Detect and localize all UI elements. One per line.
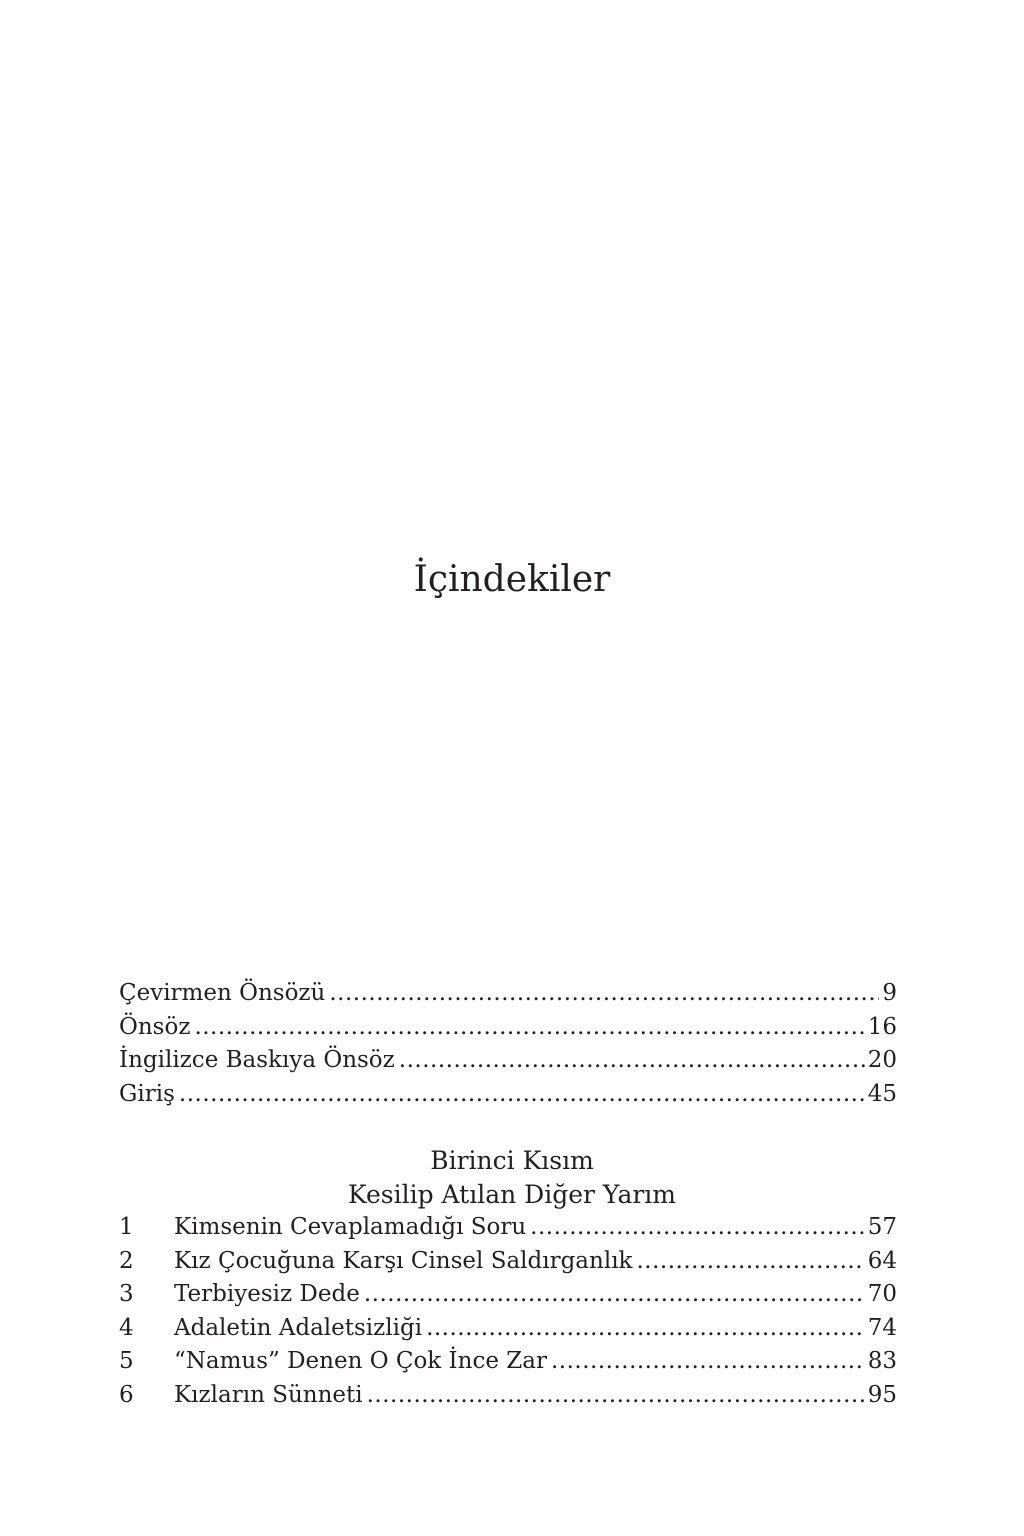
- chapter-title: Adaletin Adaletsizliği: [174, 1314, 423, 1341]
- dot-leader: [367, 1379, 865, 1413]
- toc-entry-title: Önsöz: [119, 1013, 191, 1040]
- toc-entry-page: 16: [867, 1013, 897, 1040]
- chapter-number: 1: [119, 1214, 134, 1240]
- chapter-page: 74: [867, 1314, 897, 1341]
- chapter-number: 2: [119, 1247, 134, 1274]
- chapter-title: Terbiyesiz Dede: [174, 1281, 360, 1307]
- dot-leader: [530, 1211, 865, 1245]
- chapter-entry[interactable]: [119, 1278, 897, 1312]
- toc-entry-page: 9: [882, 980, 897, 1006]
- chapter-page: 70: [867, 1281, 897, 1307]
- chapter-list: [119, 1211, 897, 1412]
- chapter-title: “Namus” Denen O Çok İnce Zar: [174, 1348, 547, 1374]
- chapter-title: Kız Çocuğuna Karşı Cinsel Saldırganlık: [174, 1247, 633, 1274]
- part-label: Birinci Kısım: [430, 1146, 594, 1175]
- dot-leader: [194, 1011, 864, 1045]
- chapter-number: 4: [119, 1314, 134, 1341]
- toc-entry[interactable]: [119, 1078, 897, 1112]
- toc-entry[interactable]: [119, 1044, 897, 1078]
- toc-entry-page: 45: [867, 1080, 897, 1107]
- toc-entry-page: 20: [867, 1047, 897, 1073]
- chapter-entry[interactable]: [119, 1345, 897, 1379]
- toc-entry-title: İngilizce Baskıya Önsöz: [119, 1047, 395, 1073]
- toc-entry[interactable]: [119, 1011, 897, 1045]
- page-title: İçindekiler: [413, 559, 611, 600]
- dot-leader: [364, 1278, 865, 1312]
- chapter-entry[interactable]: [119, 1379, 897, 1413]
- chapter-number: 5: [119, 1348, 134, 1374]
- chapter-page: 95: [867, 1381, 897, 1408]
- chapter-entry[interactable]: [119, 1245, 897, 1279]
- chapter-page: 64: [867, 1247, 897, 1274]
- toc-entry-title: Giriş: [119, 1080, 175, 1107]
- chapter-title: Kızların Sünneti: [174, 1381, 363, 1408]
- front-matter-list: [119, 977, 897, 1111]
- chapter-number: 6: [119, 1381, 134, 1408]
- chapter-page: 83: [867, 1348, 897, 1374]
- toc-entry[interactable]: [119, 977, 897, 1011]
- dot-leader: [399, 1044, 865, 1078]
- dot-leader: [179, 1078, 865, 1112]
- chapter-number: 3: [119, 1281, 134, 1307]
- dot-leader: [551, 1345, 865, 1379]
- dot-leader: [426, 1312, 865, 1346]
- chapter-entry[interactable]: [119, 1211, 897, 1245]
- toc-entry-title: Çevirmen Önsözü: [119, 980, 326, 1006]
- part-subtitle: Kesilip Atılan Diğer Yarım: [347, 1179, 677, 1209]
- chapter-title: Kimsenin Cevaplamadığı Soru: [174, 1214, 527, 1240]
- part-heading: [0, 1144, 1024, 1211]
- chapter-page: 57: [867, 1214, 897, 1240]
- chapter-entry[interactable]: [119, 1312, 897, 1346]
- dot-leader: [636, 1245, 864, 1279]
- dot-leader: [329, 977, 879, 1011]
